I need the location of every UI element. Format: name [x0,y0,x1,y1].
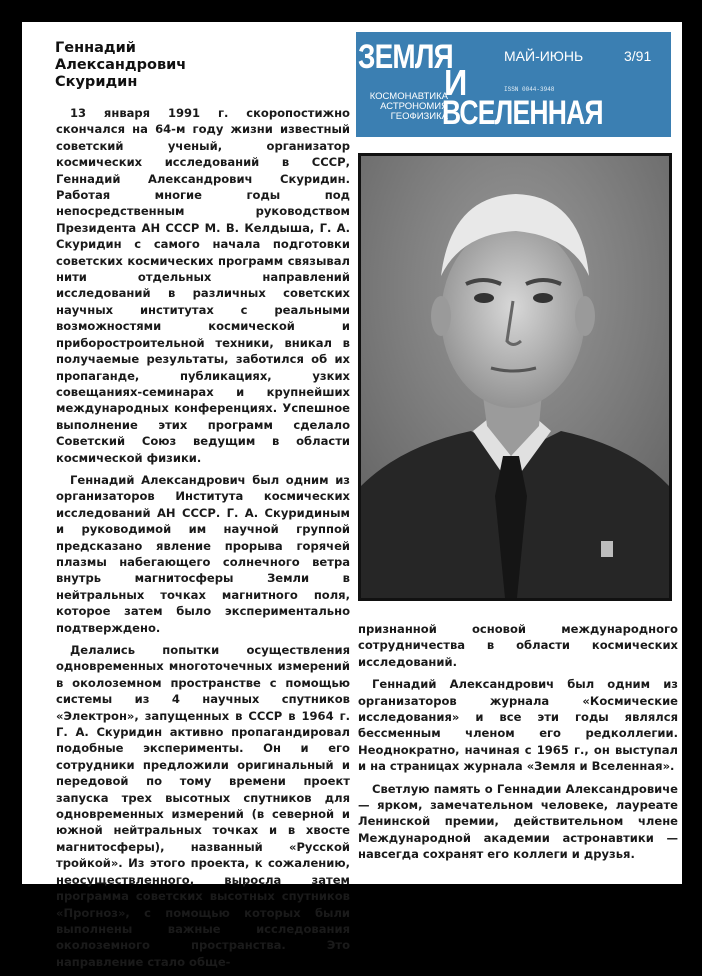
masthead-issue-number: 3/91 [624,48,652,64]
article-paragraph: Делались попытки осуществления одновременных многоточечных измерений в околоземном пространстве с помощью системы из 4 научных спутников «Электрон», запущенных в СССР в 1964 г. Г. А. Скуридин активно пропагандировал подобные эксперименты. Он и его сотрудники предложили оригинальный и передовой по тому времени проект запуска трех высотных спутников для одновременных измерений (в северной и южной нейтральных точках и в хвосте магнитосферы), названный «Русской тройкой». Из этого проекта, к сожалению, неосуществленного, выросла затем программа советских высотных спутников «Прогноз», с помощью которых были выполнены важные исследования околоземного пространства. Это направление стало обще- [56,643,350,969]
masthead-subject-geophysics: ГЕОФИЗИКА [390,111,448,122]
masthead-word-vselennaya: ВСЕЛЕННАЯ [442,94,603,132]
article-paragraph: Геннадий Александрович был одним из организаторов Института космических исследований АН СССР. Г. А. Скуридиным и руководимой им научной группой предсказано явление прорыва горячей плазмы набегающего солнечного ветра внутрь магнитосферы Земли в нейтральных точках магнитного поля, которое затем было экспериментально подтверждено. [56,472,350,635]
article-page [22,22,682,969]
masthead-subject-cosmonautics: КОСМОНАВТИКА [369,91,448,102]
masthead-issn: ISSN 0044-3948 [504,86,555,93]
title-line-surname: Скуридин [55,74,138,90]
journal-masthead [356,32,671,137]
masthead-subjects [360,92,448,122]
article-paragraph: Светлую память о Геннадии Александровиче — ярком, замечательном человеке, лауреате Ленинской премии, действительном члене Международной академии астронавтики — навсегда сохранят его коллеги и друзья. [358,781,678,862]
article-title [55,40,186,91]
article-paragraph: 13 января 1991 г. скоропостижно скончался на 64-м году жизни известный советский ученый, организатор космических исследований в СССР, Геннадий Александрович Скуридин. Работая многие годы под непосредственным руководством Президента АН СССР М. В. Келдыша, Г. А. Скуридин с самого начала подготовки советских космических программ связывал нити отдельных направлений исследований в различных советских научных институтах с реальными возможностями космической и приборостроительной техники, вникал в получаемые результаты, заботился об их пропаганде, публикациях, узких совещаниях-семинарах и крупнейших международных конференциях. Успешное выполнение этих программ сделало Советский Союз ведущим в области космической физики. [56,106,350,465]
article-column-right [358,621,678,869]
masthead-word-zemlya: ЗЕМЛЯ [358,38,453,76]
article-paragraph: Геннадий Александрович был одним из организаторов журнала «Космические исследования» и все эти годы являлся бессменным членом его редколлегии. Неоднократно, начиная с 1965 г., он выступал и на страницах журнала «Земля и Вселенная». [358,677,678,774]
portrait-photo [358,153,672,601]
title-line-first-name: Геннадий [55,40,136,56]
article-paragraph-continued: признанной основой международного сотрудничества в области космических исследований. [358,622,678,669]
portrait-illustration [361,156,669,598]
masthead-subject-astronomy: АСТРОНОМИЯ [380,101,448,112]
title-line-patronymic: Александрович [55,57,187,73]
masthead-issue-months: МАЙ-ИЮНЬ [504,48,584,64]
article-column-left [56,105,350,976]
masthead-word-i: И [444,62,468,103]
